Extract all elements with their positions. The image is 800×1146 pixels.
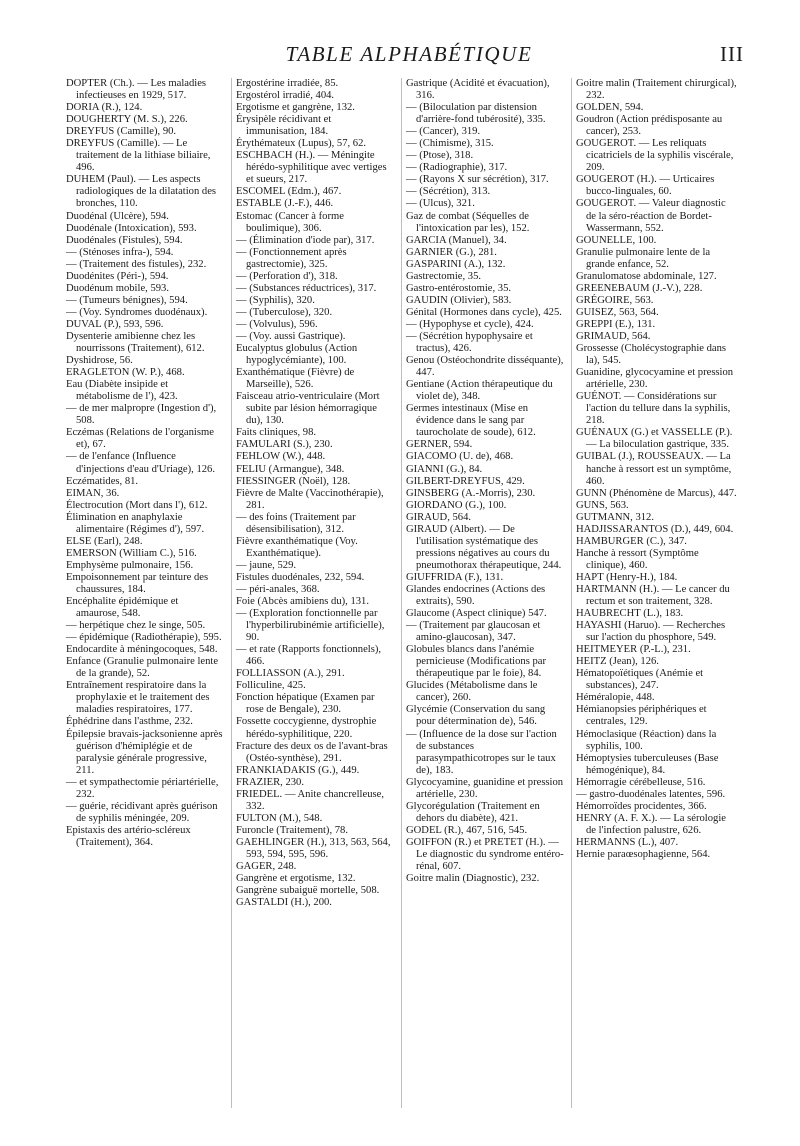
index-entry: Gastrique (Acidité et évacuation), 316. <box>406 78 550 102</box>
index-entry: HEITMEYER (P.-L.), 231. <box>576 644 691 656</box>
index-entry: GINSBERG (A.-Morris), 230. <box>406 487 536 499</box>
index-entry: — (Radiographie), 317. <box>406 162 508 174</box>
index-entry: HARTMANN (H.). — Le cancer du rectum et son traitement, 328. <box>576 583 730 608</box>
index-entry: Fièvre exanthématique (Voy. Exanthématique). <box>236 535 358 559</box>
index-entry: Exanthématique (Fièvre) de Marseille), 526. <box>236 367 355 391</box>
index-entry: GARNIER (G.), 281. <box>406 246 497 258</box>
index-entry: Glandes endocrines (Actions des extraits), 590. <box>406 583 546 608</box>
index-entry: GUIBAL (J.), ROUSSEAUX. — La hanche à ressort est un symptôme, 460. <box>576 451 732 487</box>
index-entry: — et rate (Rapports fonctionnels), 466. <box>236 644 382 668</box>
index-entry: GOUNELLE, 100. <box>576 234 657 246</box>
index-entry: Genou (Ostéochondrite disséquante), 447. <box>406 355 564 379</box>
index-entry: GOUGEROT. — Les reliquats cicatriciels de la syphilis viscérale, 209. <box>576 138 734 174</box>
index-entry: — (Sécrétion), 313. <box>406 186 491 198</box>
index-entry: GOUGEROT. — Valeur diagnostic de la séro-réaction de Bordet-Wassermann, 552. <box>576 198 726 234</box>
index-entry: GUTMANN, 312. <box>576 511 654 523</box>
page-number: III <box>720 42 744 66</box>
index-entry: Entraînement respiratoire dans la prophylaxie et le traitement des maladies respiratoires, 177. <box>66 680 210 716</box>
index-column-4 <box>576 78 738 861</box>
index-entry: Ergostérol irradié, 404. <box>236 90 335 102</box>
index-entry: — (Chimisme), 315. <box>406 138 494 150</box>
index-entry: Érysipèle récidivant et immunisation, 184. <box>236 114 332 138</box>
index-entry: — (Élimination d'iode par), 317. <box>236 234 375 246</box>
index-entry: Glycémie (Conservation du sang pour détermination de), 546. <box>406 704 546 728</box>
index-entry: ERAGLETON (W. P.), 468. <box>66 367 185 379</box>
index-entry: Eczématides, 81. <box>66 475 139 487</box>
index-entry: Gastro-entérostomie, 35. <box>406 282 512 294</box>
index-entry: Hanche à ressort (Symptôme clinique), 460. <box>576 547 699 571</box>
index-entry: — et sympathectomie périartérielle, 232. <box>66 776 219 800</box>
index-entry: GOLDEN, 594. <box>576 102 644 114</box>
index-entry: Gangrène subaiguë mortelle, 508. <box>236 885 380 897</box>
index-entry: DORIA (R.), 124. <box>66 102 143 114</box>
column-rule <box>231 78 232 1108</box>
index-entry: Foie (Abcès amibiens du), 131. <box>236 596 369 608</box>
index-entry: Goitre malin (Traitement chirurgical), 232. <box>576 78 737 102</box>
index-entry: — (Cancer), 319. <box>406 126 481 138</box>
index-entry: Duodénites (Péri-), 594. <box>66 270 169 282</box>
index-entry: FRAZIER, 230. <box>236 776 304 788</box>
index-entry: GASPARINI (A.), 132. <box>406 258 506 270</box>
index-entry: GREENEBAUM (J.-V.), 228. <box>576 282 703 294</box>
index-entry: GAUDIN (Olivier), 583. <box>406 294 512 306</box>
index-entry: FELIU (Armangue), 348. <box>236 463 345 475</box>
index-entry: FRIEDEL. — Anite chancrelleuse, 332. <box>236 788 384 812</box>
index-entry: DOUGHERTY (M. S.), 226. <box>66 114 188 126</box>
index-entry: Grossesse (Cholécystographie dans la), 545. <box>576 343 727 367</box>
index-entry: — herpétique chez le singe, 505. <box>66 620 206 632</box>
index-entry: Fistules duodénales, 232, 594. <box>236 571 365 583</box>
index-entry: GASTALDI (H.), 200. <box>236 897 332 909</box>
index-entry: Hématopoïétiques (Anémie et substances), 247. <box>576 668 704 692</box>
index-entry: GUÉNAUX (G.) et VASSELLE (P.). — La biloculation gastrique, 335. <box>576 427 733 451</box>
index-entry: — jaune, 529. <box>236 559 297 571</box>
index-entry: HEITZ (Jean), 126. <box>576 656 659 668</box>
index-entry: Goitre malin (Diagnostic), 232. <box>406 873 540 885</box>
index-entry: GERNER, 594. <box>406 439 473 451</box>
index-entry: HAYASHI (Haruo). — Recherches sur l'action du phosphore, 549. <box>576 620 726 644</box>
index-entry: GIANNI (G.), 84. <box>406 463 483 475</box>
index-entry: Hémorroïdes procidentes, 366. <box>576 800 707 812</box>
index-entry: Dyshidrose, 56. <box>66 355 133 367</box>
index-entry: Gangrène et ergotisme, 132. <box>236 873 356 885</box>
index-entry: — (Volvulus), 596. <box>236 318 318 330</box>
index-entry: Emphysème pulmonaire, 156. <box>66 559 194 571</box>
index-entry: HAMBURGER (C.), 347. <box>576 535 687 547</box>
index-entry: Empoisonnement par teinture des chaussures, 184. <box>66 571 209 595</box>
index-entry: Élimination en anaphylaxie alimentaire (Régimes d'), 597. <box>66 511 205 535</box>
index-entry: FAMULARI (S.), 230. <box>236 439 333 451</box>
index-entry: Héméralopie, 448. <box>576 692 655 704</box>
index-entry: EMERSON (William C.), 516. <box>66 547 197 559</box>
index-entry: GIRAUD, 564. <box>406 511 472 523</box>
index-entry: HAUBRECHT (L.), 183. <box>576 608 684 620</box>
column-rule <box>571 78 572 1108</box>
index-entry: — (Hypophyse et cycle), 424. <box>406 318 534 330</box>
index-entry: — gastro-duodénales latentes, 596. <box>576 788 726 800</box>
index-entry: GUISEZ, 563, 564. <box>576 306 659 318</box>
index-entry: GILBERT-DREYFUS, 429. <box>406 475 525 487</box>
index-entry: — de l'enfance (Influence d'injections d'eau d'Uriage), 126. <box>66 451 215 475</box>
index-entry: Epistaxis des artério-scléreux (Traitement), 364. <box>66 824 191 848</box>
index-entry: Dysenterie amibienne chez les nourrissons (Traitement), 612. <box>66 330 205 355</box>
index-entry: — (Biloculation par distension d'arrière-fond tubérosité), 335. <box>406 102 546 126</box>
index-entry: — épidémique (Radiothérapie), 595. <box>66 632 222 644</box>
index-entry: Ergotisme et gangrène, 132. <box>236 102 355 114</box>
index-entry: Éphédrine dans l'asthme, 232. <box>66 716 193 728</box>
index-entry: Faits cliniques, 98. <box>236 427 317 439</box>
index-entry: Fossette coccygienne, dystrophie hérédo-syphilitique, 220. <box>236 716 377 740</box>
index-entry: Hernie paraœsophagienne, 564. <box>576 849 711 860</box>
index-entry: — (Exploration fonctionnelle par l'hyperbilirubinémie artificielle), 90. <box>236 608 385 644</box>
index-entry: GOIFFON (R.) et PRETET (H.). — Le diagnostic du syndrome entéro-rénal, 607. <box>406 836 564 873</box>
index-entry: — (Traitement des fistules), 232. <box>66 258 207 270</box>
index-entry: Glycorégulation (Traitement en dehors du diabète), 421. <box>406 800 540 824</box>
index-entry: Eczémas (Relations de l'organisme et), 67. <box>66 427 214 451</box>
index-entry: — guérie, récidivant après guérison de syphilis méningée, 209. <box>66 800 218 824</box>
index-entry: GAGER, 248. <box>236 861 297 873</box>
index-column-3 <box>406 78 564 885</box>
index-entry: HENRY (A. F. X.). — La sérologie de l'infection palustre, 626. <box>576 812 726 836</box>
index-entry: GRIMAUD, 564. <box>576 330 651 342</box>
index-entry: Furoncle (Traitement), 78. <box>236 824 348 836</box>
index-entry: DUVAL (P.), 593, 596. <box>66 318 164 330</box>
index-entry: FRANKIADAKIS (G.), 449. <box>236 764 360 776</box>
running-header <box>66 40 752 70</box>
index-entry: Enfance (Granulie pulmonaire lente de la grande), 52. <box>66 656 219 680</box>
index-entry: — (Perforation d'), 318. <box>236 270 338 282</box>
index-entry: FEHLOW (W.), 448. <box>236 451 326 463</box>
index-entry: Eau (Diabète insipide et métabolisme de l'), 423. <box>66 379 178 403</box>
index-entry: Guanidine, glycocyamine et pression artérielle, 230. <box>576 367 734 391</box>
index-entry: FULTON (M.), 548. <box>236 812 323 824</box>
index-entry: — (Sténoses infra-), 594. <box>66 246 174 258</box>
index-entry: ESCHBACH (H.). — Méningite hérédo-syphilitique avec vertiges et sueurs, 217. <box>236 150 387 186</box>
index-entry: — de mer malpropre (Ingestion d'), 508. <box>66 403 217 427</box>
column-rule <box>401 78 402 1108</box>
index-entry: ESTABLE (J.-F.), 446. <box>236 198 334 210</box>
index-entry: FIESSINGER (Noël), 128. <box>236 475 351 487</box>
index-entry: HAPT (Henry-H.), 184. <box>576 571 678 583</box>
index-entry: Granulie pulmonaire lente de la grande enfance, 52. <box>576 246 711 270</box>
index-entry: ELSE (Earl), 248. <box>66 535 143 547</box>
index-entry: Épilepsie bravais-jacksonienne après guérison d'hémiplégie et de paralysie générale progressive, 211. <box>66 728 223 776</box>
index-entry: HADJISSARANTOS (D.), 449, 604. <box>576 523 734 535</box>
index-entry: — (Traitement par glaucosan et amino-glaucosan), 347. <box>406 620 541 644</box>
index-entry: Duodénum mobile, 593. <box>66 282 169 294</box>
index-entry: GUÉNOT. — Considérations sur l'action du tellure dans la syphilis, 218. <box>576 391 731 427</box>
index-entry: Faisceau atrio-ventriculaire (Mort subite par lésion hémorragique du), 130. <box>236 391 380 427</box>
index-entry: — (Voy. Syndromes duodénaux). <box>66 306 208 318</box>
index-entry: Endocardite à méningocoques, 548. <box>66 644 218 656</box>
index-entry: DOPTER (Ch.). — Les maladies infectieuses en 1929, 517. <box>66 78 207 102</box>
index-entry: — péri-anales, 368. <box>236 583 320 595</box>
index-entry: Encéphalite épidémique et amaurose, 548. <box>66 596 179 620</box>
page-title: TABLE ALPHABÉTIQUE <box>285 42 533 66</box>
index-entry: GIORDANO (G.), 100. <box>406 499 507 511</box>
index-entry: Gaz de combat (Séquelles de l'intoxication par les), 152. <box>406 210 530 234</box>
index-entry: GOUGEROT (H.). — Urticaires bucco-linguales, 60. <box>576 174 715 198</box>
index-entry: GIRAUD (Albert). — De l'utilisation systématique des pressions négatives au cours du pneumothorax thérapeutique, 244. <box>406 523 562 571</box>
index-entry: DREYFUS (Camille), 90. <box>66 126 177 138</box>
index-entry: Hémoptysies tuberculeuses (Base hémogénique), 84. <box>576 752 719 776</box>
index-entry: Hémianopsies périphériques et centrales, 129. <box>576 704 707 728</box>
index-entry: Globules blancs dans l'anémie pernicieuse (Modifications par thérapeutique par le foie), 84. <box>406 644 547 680</box>
index-column-2 <box>236 78 394 909</box>
index-entry: — (Sécrétion hypophysaire et tractus), 426. <box>406 330 533 355</box>
index-entry: EIMAN, 36. <box>66 487 120 499</box>
index-entry: — (Tumeurs bénignes), 594. <box>66 294 188 306</box>
index-entry: Goudron (Action prédisposante au cancer), 253. <box>576 114 723 138</box>
index-entry: Germes intestinaux (Mise en évidence dans le sang par taurocholate de soude), 612. <box>406 403 536 439</box>
index-entry: DREYFUS (Camille). — Le traitement de la lithiase biliaire, 496. <box>66 138 211 174</box>
index-entry: Érythémateux (Lupus), 57, 62. <box>236 138 367 150</box>
index-entry: Duodénale (Intoxication), 593. <box>66 222 197 234</box>
index-entry: Duodénales (Fistules), 594. <box>66 234 183 246</box>
index-entry: Folliculine, 425. <box>236 680 306 692</box>
index-entry: — (Substances réductrices), 317. <box>236 282 377 294</box>
index-entry: Fracture des deux os de l'avant-bras (Ostéo-synthèse), 291. <box>236 740 388 764</box>
index-entry: Gentiane (Action thérapeutique du violet de), 348. <box>406 379 553 403</box>
index-entry: GUNS, 563. <box>576 499 629 511</box>
index-entry: — (Ulcus), 321. <box>406 198 475 210</box>
index-entry: HERMANNS (L.), 407. <box>576 836 679 848</box>
index-entry: GODEL (R.), 467, 516, 545. <box>406 824 528 836</box>
index-entry: — (Influence de la dose sur l'action de substances parasympathicotropes sur le taux de), 183. <box>406 728 557 776</box>
index-entry: Hémorragie cérébelleuse, 516. <box>576 776 706 788</box>
index-entry: GRÉGOIRE, 563. <box>576 294 654 306</box>
index-entry: GIACOMO (U. de), 468. <box>406 451 514 463</box>
index-entry: FOLLIASSON (A.), 291. <box>236 668 345 680</box>
index-entry: Glaucome (Aspect clinique) 547. <box>406 608 547 620</box>
index-entry: Électrocution (Mort dans l'), 612. <box>66 499 208 511</box>
index-entry: — (Voy. aussi Gastrique). <box>236 330 346 342</box>
index-entry: GAEHLINGER (H.), 313, 563, 564, 593, 594, 595, 596. <box>236 836 391 860</box>
index-entry: — des foins (Traitement par désensibilisation), 312. <box>236 511 356 535</box>
index-entry: ESCOMEL (Edm.), 467. <box>236 186 342 198</box>
index-entry: — (Fonctionnement après gastrectomie), 325. <box>236 246 347 270</box>
index-entry: GUNN (Phénomène de Marcus), 447. <box>576 487 737 499</box>
index-entry: — (Syphilis), 320. <box>236 294 315 306</box>
index-entry: — (Ptose), 318. <box>406 150 474 162</box>
index-entry: Génital (Hormones dans cycle), 425. <box>406 306 562 318</box>
index-column-1 <box>66 78 224 849</box>
index-entry: — (Rayons X sur sécrétion), 317. <box>406 174 549 186</box>
index-entry: Glycocyamine, guanidine et pression artérielle, 230. <box>406 776 564 800</box>
index-entry: DUHEM (Paul). — Les aspects radiologiques de la dilatation des bronches, 110. <box>66 174 217 210</box>
index-entry: GARCIA (Manuel), 34. <box>406 234 507 246</box>
index-entry: GIUFFRIDA (F.), 131. <box>406 571 504 583</box>
index-entry: — (Tuberculose), 320. <box>236 306 333 318</box>
index-entry: Fièvre de Malte (Vaccinothérapie), 281. <box>236 487 384 511</box>
index-entry: Duodénal (Ulcère), 594. <box>66 210 169 222</box>
index-entry: Granulomatose abdominale, 127. <box>576 270 717 282</box>
index-entry: Ergostérine irradiée, 85. <box>236 78 339 89</box>
index-entry: Estomac (Cancer à forme boulimique), 306. <box>236 210 344 234</box>
index-entry: Eucalyptus globulus (Action hypoglycémiante), 100. <box>236 343 358 367</box>
index-entry: Hémoclasique (Réaction) dans la syphilis, 100. <box>576 728 717 752</box>
index-entry: Fonction hépatique (Examen par rose de Bengale), 230. <box>236 692 375 716</box>
index-entry: GREPPI (E.), 131. <box>576 318 656 330</box>
index-entry: Gastrectomie, 35. <box>406 270 482 282</box>
index-entry: Glucides (Métabolisme dans le cancer), 260. <box>406 680 538 704</box>
